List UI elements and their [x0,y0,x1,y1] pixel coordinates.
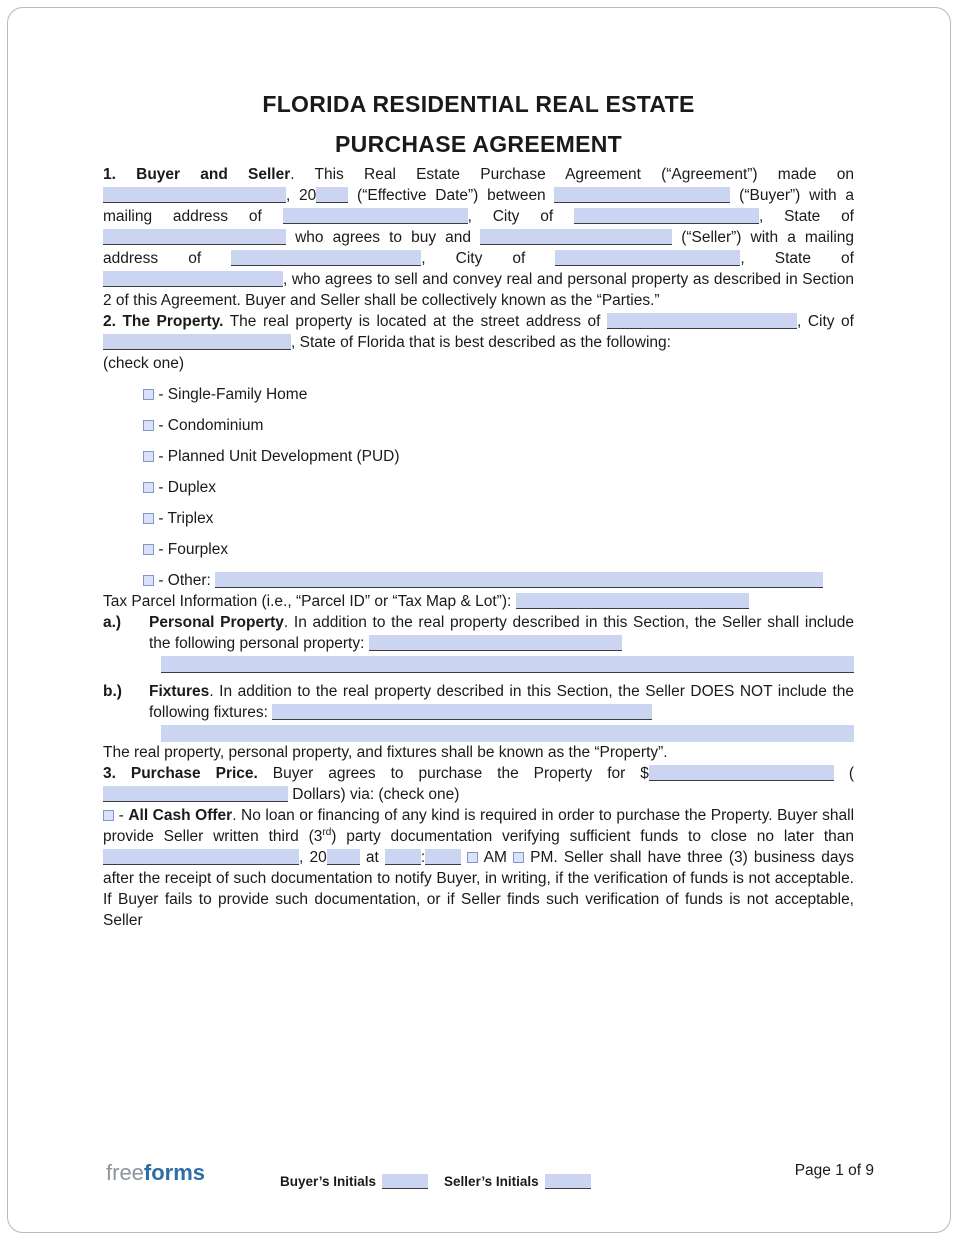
option-label: - Other: [158,572,211,589]
text-run: . No loan or financing of any kind is required in order to purchase the Property. Buyer shall provide Seller written third (3 [103,807,855,845]
option-other [143,570,854,591]
text-run: , 20 [299,849,327,866]
sellers-initials-label: Seller’s Initials [444,1174,539,1189]
personal-property-field-line2[interactable] [161,656,854,673]
section-buyer-and-seller [103,164,854,311]
option-fourplex [143,539,854,560]
section-purchase-price [103,763,854,805]
text-run: , 20 [286,187,317,204]
option-label: - Triplex [158,510,214,527]
text-run: ( [848,765,854,782]
item-letter-b: b.) [103,683,122,700]
ordinal-suffix: rd [322,826,332,838]
text-run: ) party documentation verifying sufficient funds to close no later than [331,828,855,845]
section-the-property [103,311,854,353]
item-letter-a: a.) [103,614,122,631]
purchase-price-field[interactable] [649,765,834,781]
funds-close-year-field[interactable] [327,849,360,865]
text-run: . In addition to the real property described in this Section, the Seller DOES NOT include the following fixtures: [149,683,854,721]
title-line-1: FLORIDA RESIDENTIAL REAL ESTATE [262,91,695,117]
seller-name-field[interactable] [480,229,672,245]
text-run: . This Real Estate Purchase Agreement (“Agreement”) made on [290,166,855,183]
checkbox-pm[interactable] [513,852,524,863]
text-run: (“Buyer”) with a mailing address of [103,187,854,225]
initials-row [280,1174,607,1189]
seller-initials-field[interactable] [545,1174,591,1189]
property-street-address-field[interactable] [607,313,797,329]
seller-city-field[interactable] [555,250,740,266]
checkbox-all-cash-offer[interactable] [103,810,114,821]
text-run: : [420,849,426,866]
checkbox-triplex[interactable] [143,513,154,524]
checkbox-am[interactable] [467,852,478,863]
text-run: who agrees to buy and [286,229,481,246]
text-run: PM. Seller shall have three (3) business days after the receipt of such documentation to notify Buyer, in writing, if the verification of funds is not acceptable. If Buyer fails to provide such documentation, or if Seller finds such verification of funds is not acceptable, Seller [103,849,854,929]
all-cash-offer-item [103,805,854,931]
text-run: . In addition to the real property described in this Section, the Seller shall include the following personal property: [149,614,854,652]
page-number: Page 1 of 9 [794,1162,874,1179]
freeforms-logo [106,1160,205,1186]
fixtures-heading: Fixtures [149,683,210,700]
property-type-options [143,384,854,591]
funds-close-date-field[interactable] [103,849,299,865]
text-run: Dollars) via: (check one) [288,786,460,803]
document-content [8,8,950,931]
text-run: The real property is located at the street address of [223,313,607,330]
fixtures-item [103,681,854,723]
document-title [103,84,854,164]
text-run: AM [478,849,514,866]
effective-year-field[interactable] [316,187,348,203]
option-pud [143,446,854,467]
fixtures-field-line2[interactable] [161,725,854,742]
checkbox-duplex[interactable] [143,482,154,493]
option-label: - Duplex [158,479,217,496]
other-description-field[interactable] [215,572,823,588]
tax-parcel-label: Tax Parcel Information (i.e., “Parcel ID” or “Tax Map & Lot”): [103,593,516,610]
checkbox-pud[interactable] [143,451,154,462]
option-label: - Fourplex [158,541,229,558]
purchase-price-words-field[interactable] [103,786,288,802]
fixtures-field[interactable] [272,704,652,720]
text-run: , who agrees to sell and convey real and personal property as described in Section 2 of this Agreement. Buyer and Seller shall be collectively known as the “Parties.” [103,271,854,309]
buyer-city-field[interactable] [574,208,759,224]
checkbox-other[interactable] [143,575,154,586]
checkbox-condominium[interactable] [143,420,154,431]
buyers-initials-label: Buyer’s Initials [280,1174,377,1189]
document-page [7,7,951,1233]
buyer-name-field[interactable] [554,187,730,203]
seller-state-field[interactable] [103,271,283,287]
text-run: (“Seller”) with a mailing address of [103,229,854,267]
checkbox-single-family-home[interactable] [143,389,154,400]
all-cash-offer-heading: All Cash Offer [128,807,233,824]
text-run: , State of [740,250,854,267]
text-run: Buyer agrees to purchase the Property for $ [257,765,649,782]
section-1-heading: 1. Buyer and Seller [103,166,291,183]
effective-date-field[interactable] [103,187,286,203]
text-run: - [118,807,129,824]
funds-close-hour-field[interactable] [385,849,421,865]
page-footer [8,1154,950,1202]
checkbox-fourplex[interactable] [143,544,154,555]
option-triplex [143,508,854,529]
section-3-heading: 3. Purchase Price. [103,765,258,782]
text-run: at [359,849,385,866]
option-label: - Single-Family Home [158,386,308,403]
personal-property-item [103,612,854,654]
text-run: , City of [467,208,574,225]
option-condominium [143,415,854,436]
tax-parcel-line [103,591,854,612]
personal-property-heading: Personal Property [149,614,284,631]
option-duplex [143,477,854,498]
check-one-label: (check one) [103,355,184,372]
seller-address-field[interactable] [231,250,421,266]
text-run: , State of [758,208,854,225]
property-city-field[interactable] [103,334,291,350]
buyer-address-field[interactable] [283,208,468,224]
option-label: - Planned Unit Development (PUD) [158,448,400,465]
section-2-heading: 2. The Property. [103,313,224,330]
title-line-2: PURCHASE AGREEMENT [335,131,622,157]
buyer-initials-field[interactable] [382,1174,428,1189]
personal-property-field[interactable] [369,635,622,651]
property-definition-note: The real property, personal property, and fixtures shall be known as the “Property”. [103,744,668,761]
funds-close-minute-field[interactable] [425,849,461,865]
text-run: , State of Florida that is best described as the following: [291,334,671,351]
logo-text-free: free [106,1160,144,1185]
text-run: (“Effective Date”) between [348,187,555,204]
option-label: - Condominium [158,417,264,434]
text-run: , City of [796,313,854,330]
logo-text-forms: forms [143,1160,206,1185]
buyer-state-field[interactable] [103,229,286,245]
tax-parcel-field[interactable] [516,593,749,609]
option-single-family-home [143,384,854,405]
text-run: , City of [421,250,556,267]
